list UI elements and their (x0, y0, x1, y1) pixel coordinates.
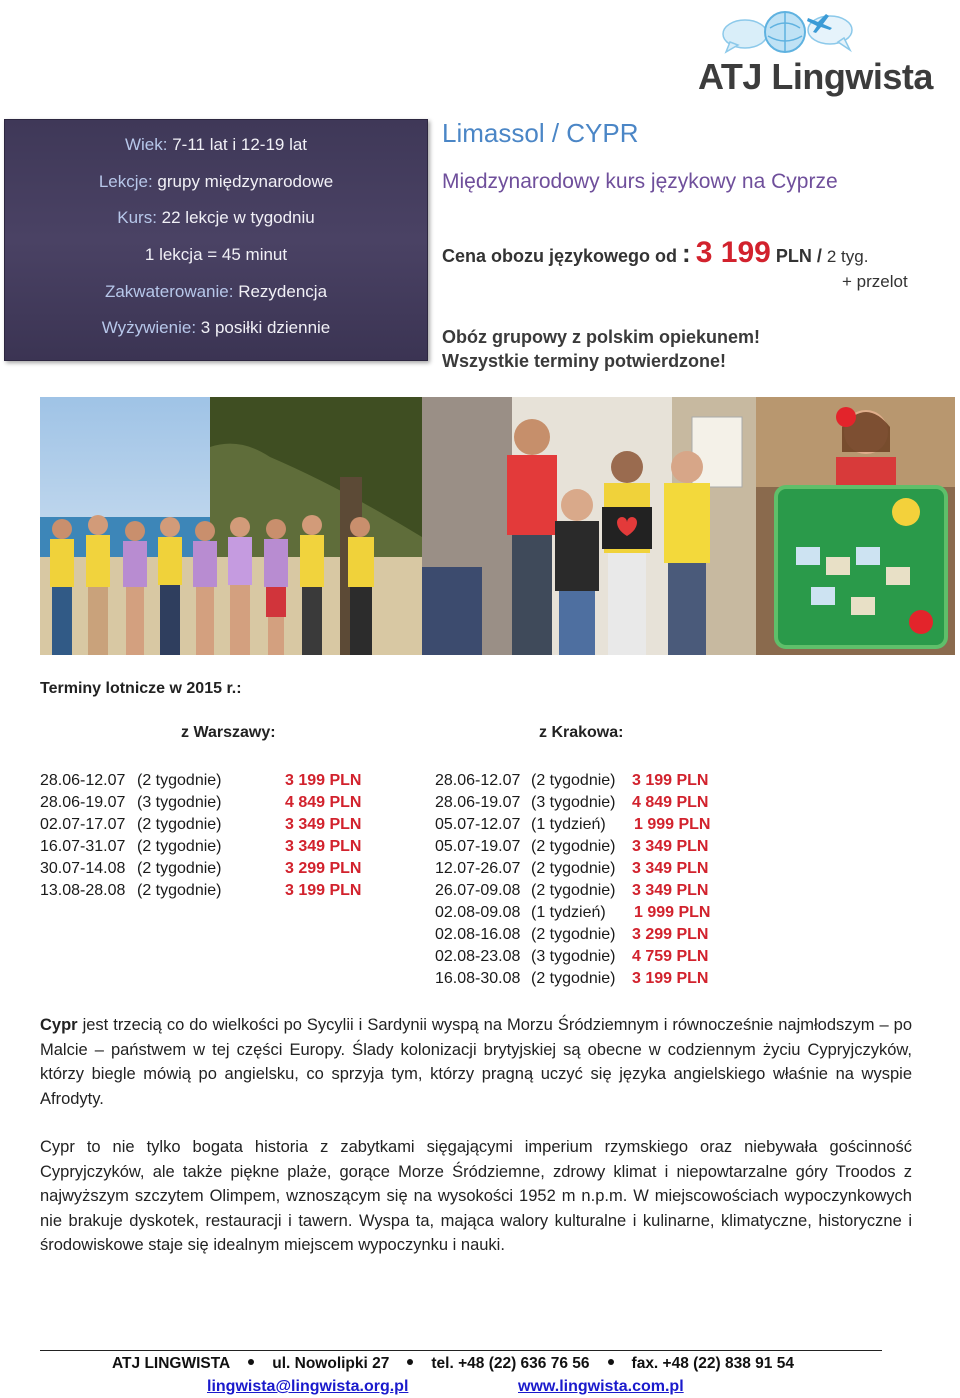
kids-heart-hands-photo (422, 397, 756, 655)
schedule-duration: (2 tygodnie) (531, 970, 616, 987)
schedule-row (40, 814, 365, 836)
schedule-price: 3 299 PLN (285, 860, 362, 877)
schedule-row (435, 858, 712, 880)
schedule-price: 3 349 PLN (632, 838, 709, 855)
schedule-price: 4 849 PLN (285, 794, 362, 811)
info-lessons: Lekcje: grupy międzynarodowe (98, 172, 334, 191)
logo (690, 8, 933, 103)
schedule-dates: 05.07-19.07 (435, 838, 521, 855)
bullet-icon (608, 1359, 614, 1365)
price-period: 2 tyg. (826, 247, 869, 266)
schedule-duration: (1 tydzień) (531, 904, 606, 921)
schedule-duration: (2 tygodnie) (531, 838, 616, 855)
schedule-dates: 28.06-19.07 (435, 794, 521, 811)
schedule-price: 3 199 PLN (632, 772, 709, 789)
footer-contact (112, 1355, 794, 1373)
page-title: Limassol / CYPR (442, 118, 639, 148)
paragraph-cyprus-intro: Cypr jest trzecią co do wielkości po Sycylii i Sardynii wyspą na Morzu Śródziemnym i równocześnie najmłodszym – po Malcie – państwem w tej części Europy. Ślady kolonizacji brytyjskiej są obecne w codziennym życiu Cypryjczyków, którzy biegle mówią po angielsku, co sprzyja tym, którzy pragną uczyć się języka angielskiego właśnie na wyspie Afrodyty. (40, 1016, 912, 1108)
schedule-title: Terminy lotnicze w 2015 r.: (40, 680, 242, 697)
footer-website-link[interactable]: www.lingwista.com.pl (518, 1378, 684, 1395)
footer-fax: fax. +48 (22) 838 91 54 (631, 1355, 794, 1372)
schedule-dates: 16.08-30.08 (435, 970, 521, 987)
schedule-price: 1 999 PLN (634, 904, 711, 921)
schedule-row (435, 770, 712, 792)
paragraph-cyprus-attractions: Cypr to nie tylko bogata historia z zabytkami sięgającymi imperium rzymskiego oraz niebywała gościnność Cypryjczyków, ale także piękne plaże, gorące Morze Śródziemne, zdrowy klimat i niepowtarzalne góry Troodos z najwyższym szczytem Olimpem, wznoszącym się na wysokości 1952 m n.p.m. W miejscowościach wypoczynkowych nie brakuje dyskotek, restauracji i tawern. Wyspa ta, mająca walory kulturalne i kulinarne, klimatyczne, historyczne i środowiskowe staje się idealnym miejscem wypoczynku i nauki. (40, 1138, 912, 1254)
price-line: Cena obozu językowego od : 3 199 PLN / 2 tyg. (442, 236, 869, 269)
schedule-row (435, 792, 712, 814)
schedule-dates: 02.08-09.08 (435, 904, 521, 921)
schedule-duration: (2 tygodnie) (531, 926, 616, 943)
schedule-duration: (2 tygodnie) (137, 882, 222, 899)
schedule-duration: (1 tydzień) (531, 816, 606, 833)
schedule-price: 3 199 PLN (632, 970, 709, 987)
footer-company: ATJ LINGWISTA (112, 1355, 231, 1372)
girl-with-cyprus-sights-board-photo (756, 397, 955, 655)
info-meals: Wyżywienie: 3 posiłki dziennie (101, 318, 331, 337)
schedule-dates: 16.07-31.07 (40, 838, 126, 855)
schedule-row (40, 770, 365, 792)
footer-divider (40, 1350, 882, 1351)
schedule-price: 4 849 PLN (632, 794, 709, 811)
schedule-duration: (2 tygodnie) (137, 816, 222, 833)
schedule-price: 3 299 PLN (632, 926, 709, 943)
schedule-price: 4 759 PLN (632, 948, 709, 965)
price-extra: + przelot (842, 272, 908, 291)
schedule-row (435, 968, 712, 990)
schedule-row (435, 880, 712, 902)
schedule-row (40, 836, 365, 858)
schedule-dates: 12.07-26.07 (435, 860, 521, 877)
price-currency: PLN / (775, 246, 822, 266)
price-value: 3 199 (695, 236, 771, 269)
info-accommodation: Zakwaterowanie: Rezydencja (104, 282, 328, 301)
schedule-row (435, 836, 712, 858)
schedule-row (40, 792, 365, 814)
schedule-price: 3 199 PLN (285, 882, 362, 899)
schedule-dates: 02.07-17.07 (40, 816, 126, 833)
schedule-price: 3 349 PLN (285, 816, 362, 833)
schedule-price: 3 349 PLN (285, 838, 362, 855)
schedule-duration: (3 tygodnie) (137, 794, 222, 811)
schedule-duration: (3 tygodnie) (531, 794, 616, 811)
globe-speech-airplane-icon (690, 8, 900, 58)
krakow-heading: z Krakowa: (539, 724, 624, 741)
schedule-dates: 02.08-23.08 (435, 948, 521, 965)
schedule-dates: 28.06-19.07 (40, 794, 126, 811)
footer-address: ul. Nowolipki 27 (272, 1355, 390, 1372)
group-on-beach-photo (40, 397, 422, 655)
schedule-duration: (2 tygodnie) (531, 772, 616, 789)
footer-email-link[interactable]: lingwista@lingwista.org.pl (207, 1378, 409, 1395)
bullet-icon (407, 1359, 413, 1365)
schedule-duration: (2 tygodnie) (137, 772, 222, 789)
info-lesson-length: 1 lekcja = 45 minut (144, 245, 288, 264)
schedule-price: 1 999 PLN (634, 816, 711, 833)
schedule-row (435, 902, 712, 924)
schedule-price: 3 349 PLN (632, 860, 709, 877)
schedule-row (435, 946, 712, 968)
schedule-dates: 02.08-16.08 (435, 926, 521, 943)
course-subtitle: Międzynarodowy kurs językowy na Cyprze (442, 170, 838, 193)
schedule-dates: 13.08-28.08 (40, 882, 126, 899)
schedule-dates: 30.07-14.08 (40, 860, 126, 877)
schedule-dates: 28.06-12.07 (435, 772, 521, 789)
info-age: Wiek: 7-11 lat i 12-19 lat (124, 135, 308, 154)
group-note: Obóz grupowy z polskim opiekunem! Wszystkie terminy potwierdzone! (442, 327, 761, 371)
schedule-duration: (2 tygodnie) (137, 860, 222, 877)
schedule-row (40, 858, 365, 880)
schedule-price: 3 349 PLN (632, 882, 709, 899)
info-course: Kurs: 22 lekcje w tygodniu (117, 208, 315, 227)
schedule-dates: 26.07-09.08 (435, 882, 521, 899)
schedule-row (435, 814, 712, 836)
schedule-duration: (2 tygodnie) (531, 860, 616, 877)
price-label: Cena obozu językowego od (442, 246, 678, 266)
bullet-icon (248, 1359, 254, 1365)
schedule-row (40, 880, 365, 902)
course-info-box (4, 119, 428, 361)
schedule-dates: 28.06-12.07 (40, 772, 126, 789)
schedule-duration: (3 tygodnie) (531, 948, 616, 965)
schedule-duration: (2 tygodnie) (531, 882, 616, 899)
schedule-row (435, 924, 712, 946)
schedule-dates: 05.07-12.07 (435, 816, 521, 833)
schedule-price: 3 199 PLN (285, 772, 362, 789)
footer-phone: tel. +48 (22) 636 76 56 (431, 1355, 590, 1372)
schedule-duration: (2 tygodnie) (137, 838, 222, 855)
warsaw-heading: z Warszawy: (181, 724, 276, 741)
logo-text: ATJ Lingwista (698, 56, 933, 97)
